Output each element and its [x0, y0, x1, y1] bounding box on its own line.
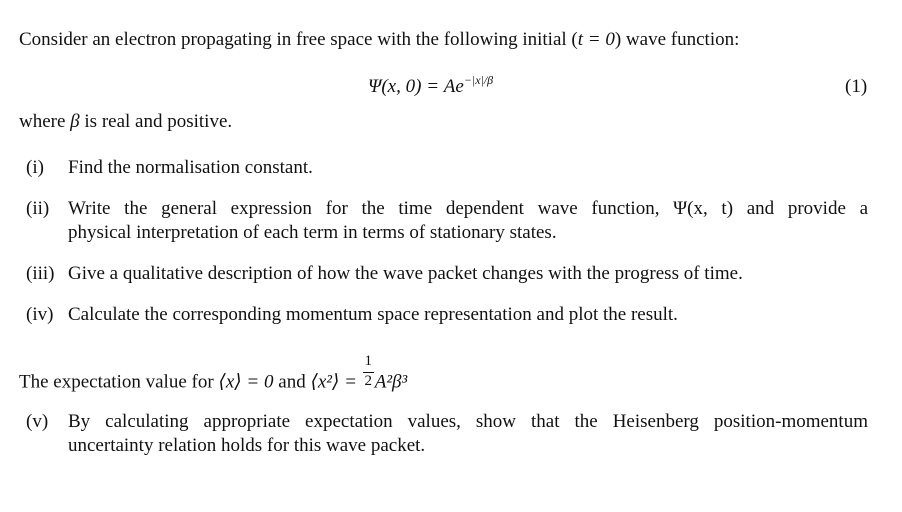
question-label: (v): [26, 411, 49, 432]
expectation-statement: [19, 353, 408, 403]
question-text: Give a qualitative description of how the wave packet changes with the progress of time.: [68, 263, 743, 284]
fraction-denominator: 2: [364, 373, 372, 389]
where-clause: [19, 110, 232, 133]
question-text-line-2: uncertainty relation holds for this wave packet.: [68, 435, 426, 456]
beta-symbol: β: [70, 111, 80, 132]
expectation-x: ⟨x⟩ = 0: [218, 371, 274, 393]
equation-lhs: Ψ(x, 0) =: [368, 76, 444, 97]
wave-function-equation: [368, 75, 493, 98]
question-text: Calculate the corresponding momentum space representation and plot the result.: [68, 304, 678, 325]
expectation-rhs: A²β³: [374, 371, 408, 393]
where-prefix: where: [19, 111, 71, 132]
question-text: Find the normalisation constant.: [68, 157, 313, 178]
where-suffix: is real and positive.: [79, 111, 233, 132]
one-half-fraction: [363, 353, 374, 393]
question-label: (iii): [26, 263, 55, 284]
equation-number: (1): [845, 76, 868, 97]
equation-exponent: −|x|/β: [463, 73, 494, 87]
intro-text-end: ) wave function:: [614, 29, 740, 50]
question-text-line-1: Write the general expression for the time dependent wave function, Ψ(x, t) and provide a: [68, 198, 868, 219]
question-label: (i): [26, 157, 44, 178]
question-label: (ii): [26, 198, 50, 219]
expectation-x-squared: ⟨x²⟩ =: [310, 371, 362, 393]
initial-time-condition: t = 0: [577, 29, 615, 50]
intro-paragraph: [19, 28, 739, 51]
equation-coefficient: Ae: [443, 76, 464, 97]
expectation-prefix: The expectation value for: [19, 371, 219, 393]
fraction-numerator: 1: [364, 353, 372, 369]
intro-text: Consider an electron propagating in free space with the following initial (: [19, 29, 578, 50]
question-text-line-1: By calculating appropriate expectation values, show that the Heisenberg position-momentum: [68, 411, 868, 432]
expectation-connector: and: [273, 371, 311, 393]
question-text-line-2: physical interpretation of each term in terms of stationary states.: [68, 222, 557, 243]
question-label: (iv): [26, 304, 54, 325]
